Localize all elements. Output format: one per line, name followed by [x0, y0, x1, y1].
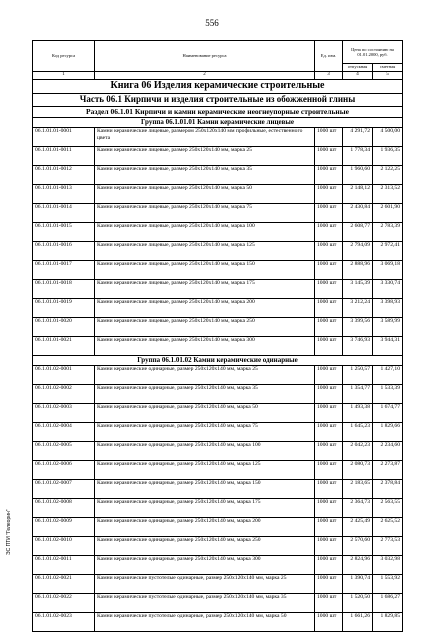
release-price: 3 399,56 — [343, 318, 373, 337]
resource-name: Камни керамические лицевые, размер 250x120x140 мм, марка 250 — [95, 318, 315, 337]
resource-code: 06.1.01.01-0016 — [33, 242, 95, 261]
resource-code: 06.1.01.01-0017 — [33, 261, 95, 280]
resource-code: 06.1.01.02-0004 — [33, 423, 95, 442]
col-number-4: 4 — [343, 72, 373, 80]
table-row — [33, 204, 403, 223]
estimate-price: 1 829,66 — [373, 423, 403, 442]
resource-name: Камни керамические лицевые, размер 250x120x140 мм, марка 150 — [95, 261, 315, 280]
resource-name: Камни керамические лицевые, размер 250x120x140 мм, марка 25 — [95, 147, 315, 166]
resource-unit: 1000 шт — [315, 166, 343, 185]
release-price: 3 212,24 — [343, 299, 373, 318]
estimate-price: 1 553,92 — [373, 575, 403, 594]
estimate-price: 2 122,25 — [373, 166, 403, 185]
resource-name: Камни керамические одинарные, размер 250x120x140 мм, марка 300 — [95, 556, 315, 575]
table-row — [33, 280, 403, 299]
release-price: 4 291,72 — [343, 128, 373, 147]
resource-code: 06.1.01.02-0007 — [33, 480, 95, 499]
col-number-1: 1 — [33, 72, 95, 80]
resource-code: 06.1.01.01-0020 — [33, 318, 95, 337]
resource-name: Камни керамические лицевые, размер 250x120x140 мм, марка 175 — [95, 280, 315, 299]
section-title-row — [33, 107, 403, 118]
resource-unit: 1000 шт — [315, 537, 343, 556]
resource-unit: 1000 шт — [315, 280, 343, 299]
estimate-price: 1 533,39 — [373, 385, 403, 404]
resource-name: Камни керамические лицевые, размер 250x120x140 мм, марка 35 — [95, 166, 315, 185]
release-price: 2 042,23 — [343, 442, 373, 461]
resource-code: 06.1.01.02-0022 — [33, 594, 95, 613]
estimate-price: 3 032,98 — [373, 556, 403, 575]
resource-unit: 1000 шт — [315, 499, 343, 518]
release-price: 3 145,39 — [343, 280, 373, 299]
estimate-price: 2 783,39 — [373, 223, 403, 242]
resource-name: Камни керамические одинарные, размер 250x120x140 мм, марка 75 — [95, 423, 315, 442]
resource-name: Камни керамические одинарные, размер 250x120x140 мм, марка 200 — [95, 518, 315, 537]
release-price: 1 960,60 — [343, 166, 373, 185]
resource-unit: 1000 шт — [315, 223, 343, 242]
release-price: 2 183,65 — [343, 480, 373, 499]
table-row — [33, 556, 403, 575]
release-price: 2 364,73 — [343, 499, 373, 518]
table-row — [33, 613, 403, 632]
release-price: 1 390,74 — [343, 575, 373, 594]
resource-unit: 1000 шт — [315, 337, 343, 356]
resource-unit: 1000 шт — [315, 261, 343, 280]
table-row — [33, 423, 403, 442]
header-name: Наименование ресурса — [95, 41, 315, 72]
resource-unit: 1000 шт — [315, 461, 343, 480]
table-row — [33, 461, 403, 480]
estimate-price: 3 398,93 — [373, 299, 403, 318]
table-row — [33, 223, 403, 242]
resource-name: Камни керамические лицевые, размер 250x120x140 мм, марка 125 — [95, 242, 315, 261]
resource-name: Камни керамические пустотелые одинарные, размер 250x120x140 мм, марка 25 — [95, 575, 315, 594]
release-price: 1 493,38 — [343, 404, 373, 423]
header-code: Код ресурса — [33, 41, 95, 72]
release-price: 2 794,09 — [343, 242, 373, 261]
table-row — [33, 385, 403, 404]
release-price: 2 608,77 — [343, 223, 373, 242]
resource-name: Камни керамические одинарные, размер 250x120x140 мм, марка 175 — [95, 499, 315, 518]
estimate-price: 3 069,18 — [373, 261, 403, 280]
estimate-price: 2 313,52 — [373, 185, 403, 204]
resource-name: Камни керамические лицевые, размером 250x120x140 мм профильные, естественного цвета — [95, 128, 315, 147]
table-row — [33, 537, 403, 556]
estimate-price: 2 773,53 — [373, 537, 403, 556]
release-price: 1 661,26 — [343, 613, 373, 632]
release-price: 3 746,93 — [343, 337, 373, 356]
table-row — [33, 318, 403, 337]
resource-name: Камни керамические одинарные, размер 250x120x140 мм, марка 35 — [95, 385, 315, 404]
estimate-price: 1 936,35 — [373, 147, 403, 166]
resource-name: Камни керамические одинарные, размер 250x120x140 мм, марка 25 — [95, 366, 315, 385]
resource-name: Камни керамические лицевые, размер 250x120x140 мм, марка 200 — [95, 299, 315, 318]
page-number: 556 — [205, 18, 219, 28]
table-row — [33, 299, 403, 318]
table-row — [33, 499, 403, 518]
col-number-2: 2 — [95, 72, 315, 80]
resource-name: Камни керамические лицевые, размер 250x120x140 мм, марка 100 — [95, 223, 315, 242]
release-price: 1 354,77 — [343, 385, 373, 404]
release-price: 1 250,57 — [343, 366, 373, 385]
resource-code: 06.1.01.02-0011 — [33, 556, 95, 575]
resource-unit: 1000 шт — [315, 242, 343, 261]
header-release: отпускная — [343, 64, 373, 72]
resource-name: Камни керамические одинарные, размер 250x120x140 мм, марка 150 — [95, 480, 315, 499]
resource-unit: 1000 шт — [315, 518, 343, 537]
estimate-price: 3 589,99 — [373, 318, 403, 337]
col-number-3: 3 — [315, 72, 343, 80]
resource-code: 06.1.01.02-0010 — [33, 537, 95, 556]
group1-title-row — [33, 118, 403, 128]
table-row — [33, 442, 403, 461]
release-price: 2 080,73 — [343, 461, 373, 480]
table-row — [33, 128, 403, 147]
resource-unit: 1000 шт — [315, 147, 343, 166]
table-row — [33, 242, 403, 261]
section-title: Раздел 06.1.01 Кирпичи и камни керамические неогнеупорные строительные — [33, 107, 403, 118]
header-estimate: сметная — [373, 64, 403, 72]
resource-code: 06.1.01.02-0005 — [33, 442, 95, 461]
resource-unit: 1000 шт — [315, 480, 343, 499]
release-price: 2 570,60 — [343, 537, 373, 556]
estimate-price: 1 829,85 — [373, 613, 403, 632]
resource-name: Камни керамические лицевые, размер 250x120x140 мм, марка 300 — [95, 337, 315, 356]
release-price: 2 888,96 — [343, 261, 373, 280]
resource-code: 06.1.01.01-0018 — [33, 280, 95, 299]
resource-code: 06.1.01.01-0021 — [33, 337, 95, 356]
resource-code: 06.1.01.02-0021 — [33, 575, 95, 594]
resource-code: 06.1.01.01-0015 — [33, 223, 95, 242]
estimate-price: 2 563,55 — [373, 499, 403, 518]
estimate-price: 3 330,74 — [373, 280, 403, 299]
release-price: 1 520,50 — [343, 594, 373, 613]
table-row — [33, 366, 403, 385]
resource-name: Камни керамические лицевые, размер 250x120x140 мм, марка 75 — [95, 204, 315, 223]
estimate-price: 1 686,27 — [373, 594, 403, 613]
table-row — [33, 480, 403, 499]
group2-title: Группа 06.1.01.02 Камни керамические одинарные — [33, 356, 403, 366]
resource-name: Камни керамические пустотелые одинарные, размер 250x120x140 мм, марка 50 — [95, 613, 315, 632]
group1-title: Группа 06.1.01.01 Камни керамические лицевые — [33, 118, 403, 128]
resource-code: 06.1.01.02-0003 — [33, 404, 95, 423]
resource-price-table — [32, 40, 403, 632]
resource-unit: 1000 шт — [315, 575, 343, 594]
resource-code: 06.1.01.02-0002 — [33, 385, 95, 404]
estimate-price: 2 972,41 — [373, 242, 403, 261]
resource-unit: 1000 шт — [315, 404, 343, 423]
estimate-price: 2 234,60 — [373, 442, 403, 461]
resource-code: 06.1.01.02-0006 — [33, 461, 95, 480]
resource-unit: 1000 шт — [315, 318, 343, 337]
resource-unit: 1000 шт — [315, 556, 343, 575]
estimate-price: 2 601,90 — [373, 204, 403, 223]
estimate-price: 1 427,10 — [373, 366, 403, 385]
resource-unit: 1000 шт — [315, 366, 343, 385]
resource-name: Камни керамические одинарные, размер 250x120x140 мм, марка 100 — [95, 442, 315, 461]
header-row — [33, 41, 403, 64]
resource-unit: 1000 шт — [315, 385, 343, 404]
resource-name: Камни керамические одинарные, размер 250x120x140 мм, марка 250 — [95, 537, 315, 556]
resource-unit: 1000 шт — [315, 423, 343, 442]
estimate-price: 1 674,77 — [373, 404, 403, 423]
table-row — [33, 404, 403, 423]
resource-name: Камни керамические одинарные, размер 250x120x140 мм, марка 50 — [95, 404, 315, 423]
group2-title-row — [33, 356, 403, 366]
estimate-price: 3 944,31 — [373, 337, 403, 356]
release-price: 1 778,34 — [343, 147, 373, 166]
estimate-price: 2 378,84 — [373, 480, 403, 499]
release-price: 1 645,23 — [343, 423, 373, 442]
resource-code: 06.1.01.02-0008 — [33, 499, 95, 518]
resource-code: 06.1.01.01-0014 — [33, 204, 95, 223]
resource-code: 06.1.01.01-0013 — [33, 185, 95, 204]
resource-code: 06.1.01.02-0001 — [33, 366, 95, 385]
table-row — [33, 147, 403, 166]
resource-code: 06.1.01.01-0019 — [33, 299, 95, 318]
resource-code: 06.1.01.01-0011 — [33, 147, 95, 166]
header-number-row — [33, 72, 403, 80]
part-title: Часть 06.1 Кирпичи и изделия строительные из обожженной глины — [33, 94, 403, 107]
resource-unit: 1000 шт — [315, 442, 343, 461]
table-row — [33, 166, 403, 185]
resource-unit: 1000 шт — [315, 594, 343, 613]
release-price: 2 824,96 — [343, 556, 373, 575]
header-unit: Ед. изм. — [315, 41, 343, 72]
col-number-5: 5 — [373, 72, 403, 80]
book-title: Книга 06 Изделия керамические строительные — [33, 80, 403, 94]
resource-name: Камни керамические пустотелые одинарные, размер 250x120x140 мм, марка 35 — [95, 594, 315, 613]
estimate-price: 4 500,00 — [373, 128, 403, 147]
side-imprint: ЭС ПТИ "Гелеорин" — [6, 509, 12, 555]
header-price: Цена по состоянию на 01.01.2000, руб. — [343, 41, 403, 64]
table-row — [33, 261, 403, 280]
resource-unit: 1000 шт — [315, 613, 343, 632]
release-price: 2 430,84 — [343, 204, 373, 223]
part-title-row — [33, 94, 403, 107]
table-row — [33, 594, 403, 613]
resource-code: 06.1.01.01-0001 — [33, 128, 95, 147]
resource-code: 06.1.01.01-0012 — [33, 166, 95, 185]
resource-unit: 1000 шт — [315, 185, 343, 204]
resource-name: Камни керамические одинарные, размер 250x120x140 мм, марка 125 — [95, 461, 315, 480]
resource-unit: 1000 шт — [315, 299, 343, 318]
resource-name: Камни керамические лицевые, размер 250x120x140 мм, марка 50 — [95, 185, 315, 204]
resource-unit: 1000 шт — [315, 204, 343, 223]
release-price: 2 425,49 — [343, 518, 373, 537]
estimate-price: 2 625,52 — [373, 518, 403, 537]
resource-code: 06.1.01.02-0023 — [33, 613, 95, 632]
resource-code: 06.1.01.02-0009 — [33, 518, 95, 537]
release-price: 2 148,12 — [343, 185, 373, 204]
table-row — [33, 575, 403, 594]
table-row — [33, 337, 403, 356]
resource-unit: 1000 шт — [315, 128, 343, 147]
estimate-price: 2 273,87 — [373, 461, 403, 480]
book-title-row — [33, 80, 403, 94]
table-row — [33, 518, 403, 537]
table-row — [33, 185, 403, 204]
